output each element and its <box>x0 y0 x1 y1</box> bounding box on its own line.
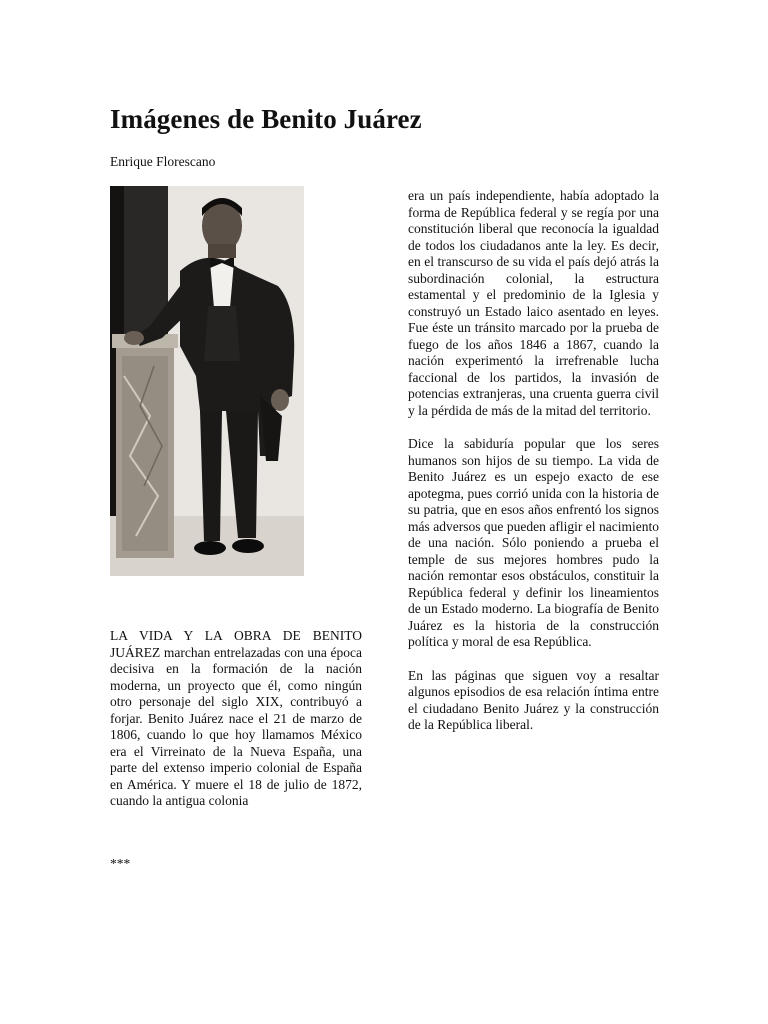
paragraph-closing: En las páginas que siguen voy a resaltar algunos episodios de esa relación íntima entre el ciudadano Benito Juárez y la construcción de la República liberal. <box>408 667 659 732</box>
portrait-photo-icon <box>110 186 304 576</box>
author-name: Enrique Florescano <box>110 154 216 169</box>
document-title: Imágenes de Benito Juárez <box>110 104 422 134</box>
right-column <box>408 188 659 751</box>
portrait-photo <box>110 186 304 576</box>
left-column <box>110 628 362 827</box>
section-separator: *** <box>110 856 131 871</box>
paragraph-wisdom: Dice la sabiduría popular que los seres humanos son hijos de su tiempo. La vida de Benito Juárez es un espejo exacto de ese apotegma, pues corrió unida con la historia de su patria, que en esos años enfrentó los signos más adversos que pueden afligir el nacimiento de una nación. Sólo poniendo a prueba el temple de sus mejores hombres pudo la nación remontar esos obstáculos, constituir la República federal y definir los lineamientos de un Estado moderno. La biografía de Benito Juárez es la historia de la construcción política y moral de esa República. <box>408 436 659 649</box>
intro-paragraph: LA VIDA Y LA OBRA DE BENITO JUÁREZ marchan entrelazadas con una época decisiva en la formación de la nación moderna, un proyecto que él, como ningún otro personaje del siglo XIX, contribuyó a forjar. Benito Juárez nace el 21 de marzo de 1806, cuando lo que hoy llamamos México era el Virreinato de la Nueva España, una parte del extenso imperio colonial de España en América. Y muere el 18 de julio de 1872, cuando la antigua colonia <box>110 628 362 808</box>
paragraph-continuation: era un país independiente, había adoptado la forma de República federal y se regía por una constitución liberal que reconocía la igualdad de todos los ciudadanos ante la ley. Es decir, en el transcurso de su vida el país dejó atrás la subordinación colonial, la estructura estamental y el predominio de la Iglesia y construyó un Estado laico asentado en leyes. Fue éste un tránsito marcado por la prueba de fuego de los años 1846 a 1867, cuando la nación experimentó la irrefrenable lucha faccional de los partidos, la invasión de potencias extranjeras, una cruenta guerra civil y la pérdida de más de la mitad del territorio. <box>408 188 659 418</box>
